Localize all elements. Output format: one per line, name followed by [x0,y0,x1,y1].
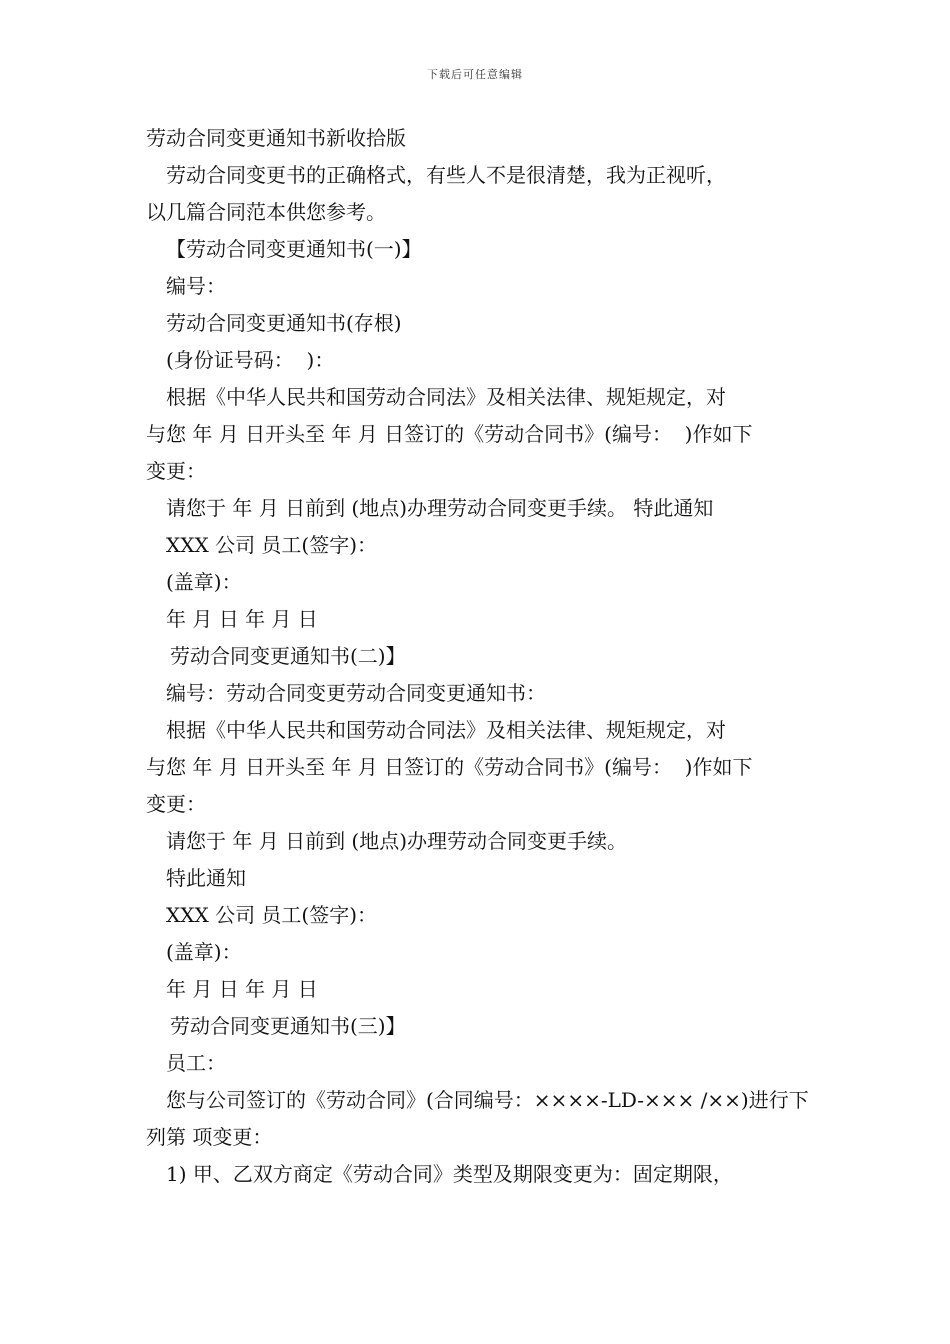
document-body [146,120,811,1193]
body-line: 与您 年 月 日开头至 年 月 日签订的《劳动合同书》(编号： )作如下 [146,422,753,446]
intro-line: 以几篇合同范本供您参考。 [146,200,386,224]
request-line: 请您于 年 月 日前到 (地点)办理劳动合同变更手续。 [166,829,628,853]
number-line: 编号： [166,274,226,298]
body-line: 变更： [146,792,206,816]
seal-line: (盖章)： [166,940,242,964]
employee-line: 员工： [166,1051,226,1075]
section-heading: 【劳动合同变更通知书(一)】 [166,237,422,261]
notice-line: 特此通知 [166,866,246,890]
body-line: 列第 项变更： [146,1125,273,1149]
number-line: 编号：劳动合同变更劳动合同变更通知书： [166,681,546,705]
body-line: 您与公司签订的《劳动合同》(合同编号：××××-LD-××× /××)进行下 [166,1088,809,1112]
document-title: 劳动合同变更通知书新收拾版 [146,126,406,150]
seal-line: (盖章)： [166,570,242,594]
date-line: 年 月 日 年 月 日 [166,607,318,631]
date-line: 年 月 日 年 月 日 [166,977,318,1001]
company-signature-line: XXX 公司 员工(签字)： [166,533,378,557]
body-line: 根据《中华人民共和国劳动合同法》及相关法律、规矩规定，对 [166,718,726,742]
body-line: 与您 年 月 日开头至 年 月 日签订的《劳动合同书》(编号： )作如下 [146,755,753,779]
body-line: 变更： [146,459,206,483]
header-note: 下载后可任意编辑 [427,68,523,81]
section-heading: 劳动合同变更通知书(二)】 [170,644,406,668]
stub-line: 劳动合同变更通知书(存根) [166,311,402,335]
company-signature-line: XXX 公司 员工(签字)： [166,903,378,927]
section-heading: 劳动合同变更通知书(三)】 [170,1014,406,1038]
request-line: 请您于 年 月 日前到 (地点)办理劳动合同变更手续。 特此通知 [166,496,714,520]
list-item: 1) 甲、乙双方商定《劳动合同》类型及期限变更为：固定期限， [166,1162,733,1186]
body-line: 根据《中华人民共和国劳动合同法》及相关法律、规矩规定，对 [166,385,726,409]
intro-line: 劳动合同变更书的正确格式，有些人不是很清楚，我为正视听， [166,163,726,187]
id-line: (身份证号码： )： [166,348,335,372]
